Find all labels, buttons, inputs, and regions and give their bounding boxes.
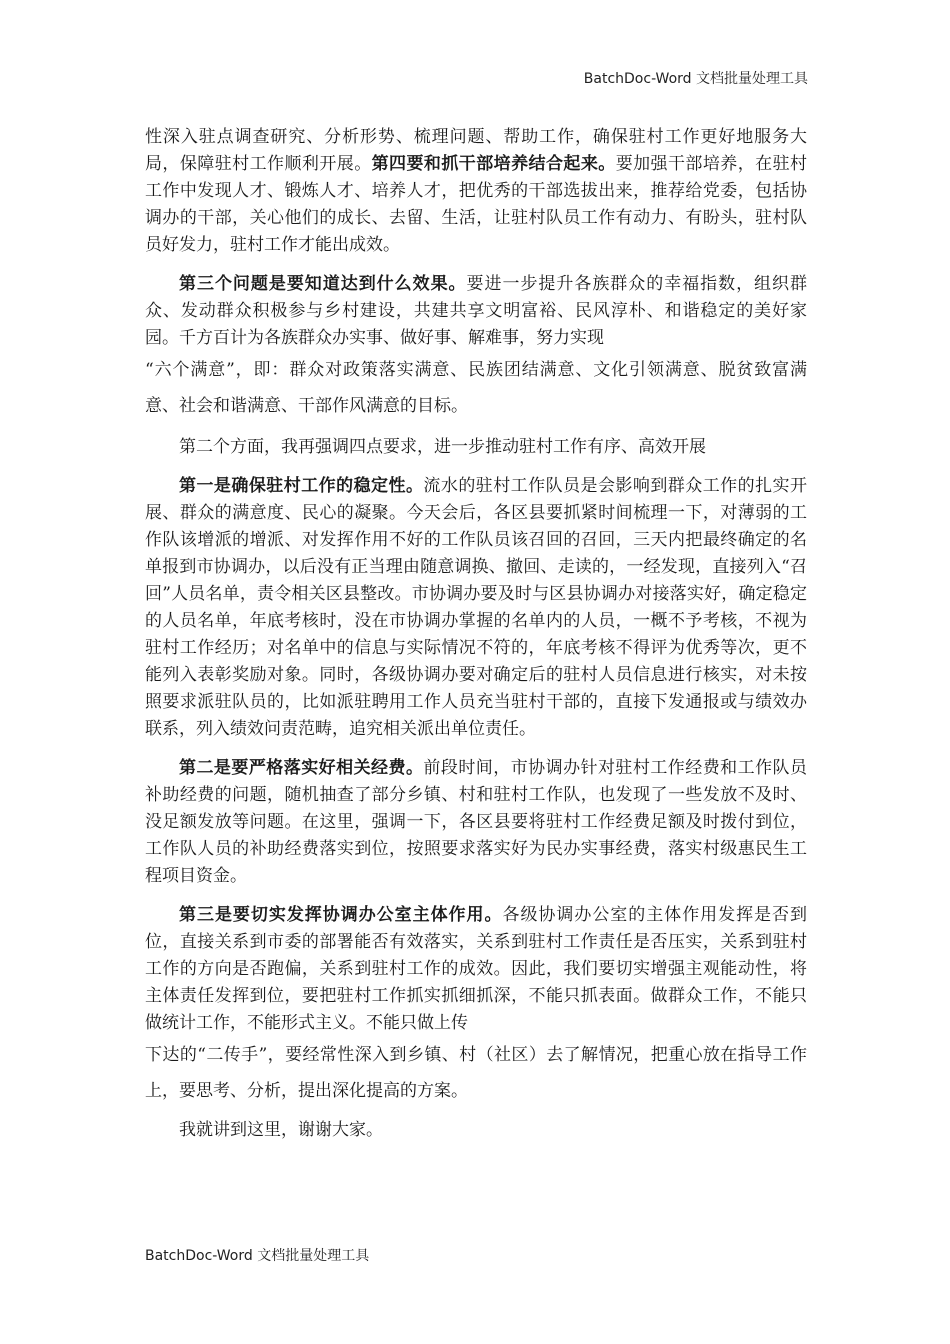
bold-phrase: 第三个问题是要知道达到什么效果。 (179, 274, 467, 294)
closing-remark: 我就讲到这里，谢谢大家。 (179, 1120, 383, 1140)
page-footer: BatchDoc-Word 文档批量处理工具 (145, 1248, 370, 1264)
bold-phrase: 第四要和抓干部培养结合起来。 (371, 154, 616, 174)
paragraph-2-cont: “六个满意”，即：群众对政策落实满意、民族团结满意、文化引领满意、脱贫致富满意、社会和谐满意、干部作风满意的目标。 (145, 360, 807, 416)
paragraph-1: 性深入驻点调查研究、分析形势、梳理问题、帮助工作，确保驻村工作更好地服务大局，保障驻村工作顺利开展。第四要和抓干部培养结合起来。要加强干部培养，在驻村工作中发现人才、锻炼人才、培养人才，把优秀的干部选拔出来，推荐给党委，包括协调办的干部，关心他们的成长、去留、生活，让驻村队员工作有动力、有盼头，驻村队员好发力，驻村工作才能出成效。 (145, 127, 808, 255)
bold-phrase: 第一是确保驻村工作的稳定性。 (179, 476, 424, 496)
section-heading: 第二个方面，我再强调四点要求，进一步推动驻村工作有序、高效开展 (179, 437, 706, 457)
paragraph-5: 第二是要严格落实好相关经费。前段时间，市协调办针对驻村工作经费和工作队员补助经费的问题，随机抽查了部分乡镇、村和驻村工作队，也发现了一些发放不及时、没足额发放等问题。在这里，强调一下，各区县要将驻村工作经费足额及时拨付到位，工作队人员的补助经费落实到位，按照要求落实好为民办实事经费，落实村级惠民生工程项目资金。 (145, 758, 808, 886)
bold-phrase: 第二是要严格落实好相关经费。 (179, 758, 424, 778)
paragraph-6-cont: 下达的“二传手”，要经常性深入到乡镇、村（社区）去了解情况，把重心放在指导工作上，要思考、分析，提出深化提高的方案。 (145, 1045, 807, 1101)
bold-phrase: 第三是要切实发挥协调办公室主体作用。 (179, 905, 503, 925)
page-header: BatchDoc-Word 文档批量处理工具 (583, 71, 808, 87)
paragraph-2: 第三个问题是要知道达到什么效果。要进一步提升各族群众的幸福指数，组织群众、发动群众积极参与乡村建设，共建共享文明富裕、民风淳朴、和谐稳定的美好家园。千方百计为各族群众办实事、做好事、解难事，努力实现 (145, 274, 808, 348)
document-body (145, 124, 807, 1144)
paragraph-4: 第一是确保驻村工作的稳定性。流水的驻村工作队员是会影响到群众工作的扎实开展、群众的满意度、民心的凝聚。今天会后，各区县要抓紧时间梳理一下，对薄弱的工作队该增派的增派、对发挥作用不好的工作队员该召回的召回，三天内把最终确定的名单报到市协调办，以后没有正当理由随意调换、撤回、走读的，一经发现，直接列入“召回”人员名单，责令相关区县整改。市协调办要及时与区县协调办对接落实好，确定稳定的人员名单，年底考核时，没在市协调办掌握的名单内的人员，一概不予考核，不视为驻村工作经历；对名单中的信息与实际情况不符的，年底考核不得评为优秀等次，更不能列入表彰奖励对象。同时，各级协调办要对确定后的驻村人员信息进行核实，对未按照要求派驻队员的，比如派驻聘用工作人员充当驻村干部的，直接下发通报或与绩效办联系，列入绩效问责范畴，追究相关派出单位责任。 (145, 476, 808, 739)
paragraph-6: 第三是要切实发挥协调办公室主体作用。各级协调办公室的主体作用发挥是否到位，直接关系到市委的部署能否有效落实，关系到驻村工作责任是否压实，关系到驻村工作的方向是否跑偏，关系到驻村工作的成效。因此，我们要切实增强主观能动性，将主体责任发挥到位，要把驻村工作抓实抓细抓深，不能只抓表面。做群众工作，不能只做统计工作，不能形式主义。不能只做上传 (145, 905, 808, 1033)
